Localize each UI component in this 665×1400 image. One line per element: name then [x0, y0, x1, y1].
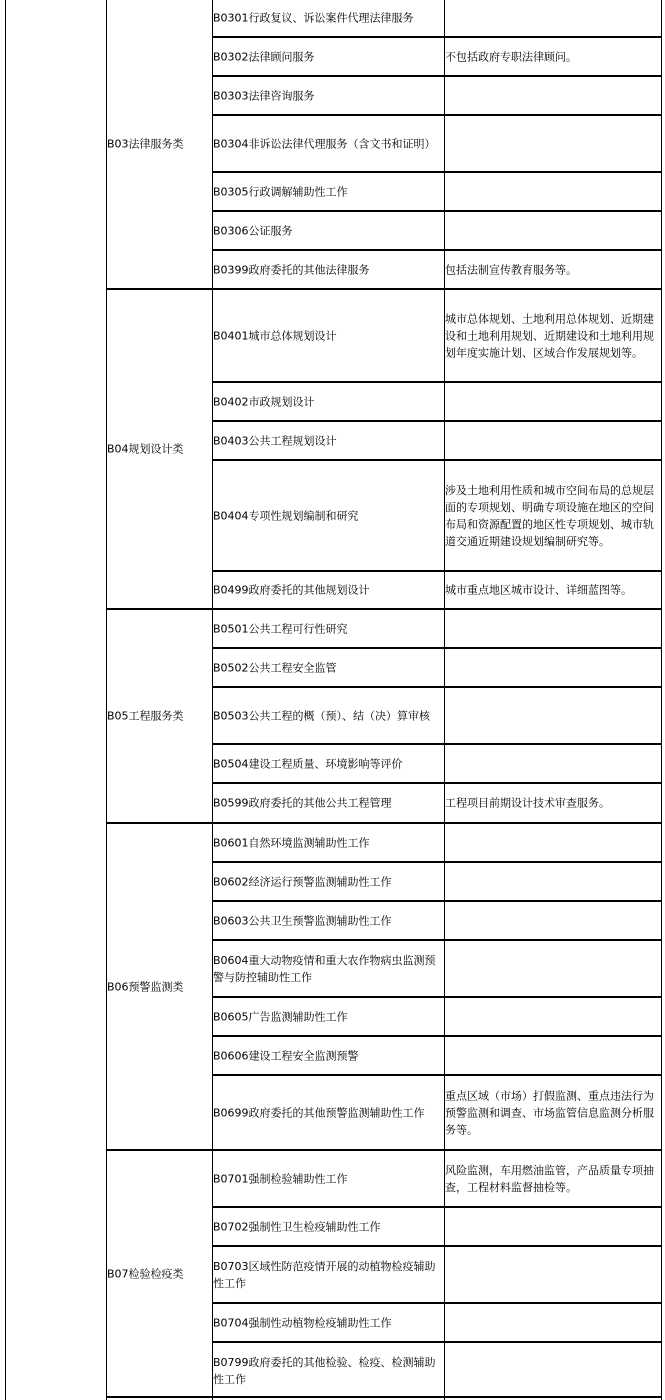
category-cell	[106, 288, 212, 608]
item-cell: B0701强制检验辅助性工作	[213, 1172, 348, 1185]
item-cell: B0602经济运行预警监测辅助性工作	[213, 875, 392, 888]
category-label: B03法律服务类	[107, 137, 184, 150]
table-row	[212, 459, 662, 570]
table-row	[212, 861, 662, 900]
item-cell: B0501公共工程可行性研究	[213, 622, 348, 635]
item-cell: B0306公证服务	[213, 224, 293, 237]
item-cell: B0404专项性规划编制和研究	[213, 509, 359, 522]
item-cell: B0704强制性动植物检疫辅助性工作	[213, 1316, 392, 1329]
note-cell: 重点区域（市场）打假监测、重点违法行为预警监测和调查、市场监管信息监测分析服务等。	[445, 1089, 654, 1136]
table-row	[212, 608, 662, 647]
category-cell	[106, 0, 212, 288]
table-row	[212, 0, 662, 36]
note-cell: 城市重点地区城市设计、详细蓝图等。	[445, 583, 632, 597]
table-row	[212, 114, 662, 171]
item-cell: B0703区域性防范疫情开展的动植物检疫辅助性工作	[213, 1259, 436, 1290]
category-label: B06预警监测类	[107, 980, 184, 993]
item-cell: B0304非诉讼法律代理服务（含文书和证明）	[213, 137, 436, 150]
table-row	[212, 822, 662, 861]
table-row	[212, 210, 662, 249]
table-row	[212, 1035, 662, 1074]
item-cell: B0503公共工程的概（预）、结（决）算审核	[213, 709, 431, 722]
table-row	[212, 288, 662, 381]
note-cell: 涉及土地利用性质和城市空间布局的总规层面的专项规划、明确专项设施在地区的空间布局和资源配置的地区性专项规划、城市轨道交通近期建设规划编制研究等。	[445, 483, 654, 548]
table-row	[212, 1149, 662, 1206]
item-cell: B0402市政规划设计	[213, 395, 315, 408]
table-row	[212, 996, 662, 1035]
category-cell	[106, 608, 212, 822]
table-row	[212, 1245, 662, 1302]
item-cell: B0504建设工程质量、环境影响等评价	[213, 757, 403, 770]
table-border-left	[5, 0, 6, 1400]
category-cell	[106, 1149, 212, 1396]
item-cell: B0399政府委托的其他法律服务	[213, 263, 370, 276]
table-row	[212, 647, 662, 686]
item-cell: B0606建设工程安全监测预警	[213, 1049, 359, 1062]
item-cell: B0702强制性卫生检疫辅助性工作	[213, 1220, 381, 1233]
note-cell: 不包括政府专职法律顾问。	[445, 50, 577, 63]
category-label: B04规划设计类	[107, 442, 184, 456]
table-bottom-border	[106, 1396, 662, 1398]
table-row	[212, 1074, 662, 1149]
item-cell: B0499政府委托的其他规划设计	[213, 583, 370, 597]
item-cell: B0403公共工程规划设计	[213, 434, 337, 447]
item-cell: B0699政府委托的其他预警监测辅助性工作	[213, 1106, 425, 1119]
table-row	[212, 743, 662, 782]
table-row	[212, 249, 662, 288]
note-cell: 风险监测，车用燃油监管，产品质量专项抽查，工程材料监督抽检等。	[445, 1163, 654, 1194]
table-row	[212, 1206, 662, 1245]
category-label: B07检验检疫类	[107, 1267, 184, 1280]
item-cell: B0502公共工程安全监管	[213, 661, 337, 674]
item-cell: B0799政府委托的其他检验、检疫、检测辅助性工作	[213, 1355, 436, 1386]
table-row	[212, 1341, 662, 1398]
item-cell: B0599政府委托的其他公共工程管理	[213, 796, 392, 810]
table-row	[212, 171, 662, 210]
table-row	[212, 1302, 662, 1341]
note-cell: 包括法制宣传教育服务等。	[445, 263, 577, 276]
table-row	[212, 420, 662, 459]
item-cell: B0605广告监测辅助性工作	[213, 1010, 348, 1023]
table-row	[212, 75, 662, 114]
category-label: B05工程服务类	[107, 709, 184, 723]
table-row	[212, 900, 662, 939]
item-cell: B0301行政复议、诉讼案件代理法律服务	[213, 11, 414, 24]
item-cell: B0302法律顾问服务	[213, 50, 315, 63]
item-cell: B0401城市总体规划设计	[213, 329, 337, 342]
item-cell: B0603公共卫生预警监测辅助性工作	[213, 914, 392, 927]
table-row	[212, 36, 662, 75]
table-row	[212, 381, 662, 420]
table-row	[212, 939, 662, 996]
item-cell: B0305行政调解辅助性工作	[213, 185, 348, 198]
note-cell: 城市总体规划、土地利用总体规划、近期建设和土地利用规划、近期建设和土地利用规划年度实施计划、区域合作发展规划等。	[445, 312, 654, 359]
table-row	[212, 686, 662, 743]
item-cell: B0303法律咨询服务	[213, 89, 315, 102]
note-cell: 工程项目前期设计技术审查服务。	[445, 796, 610, 810]
category-cell	[106, 822, 212, 1149]
table-row	[212, 570, 662, 608]
table-row	[212, 782, 662, 822]
item-cell: B0604重大动物疫情和重大农作物病虫监测预警与防控辅助性工作	[213, 953, 436, 984]
item-cell: B0601自然环境监测辅助性工作	[213, 836, 370, 849]
